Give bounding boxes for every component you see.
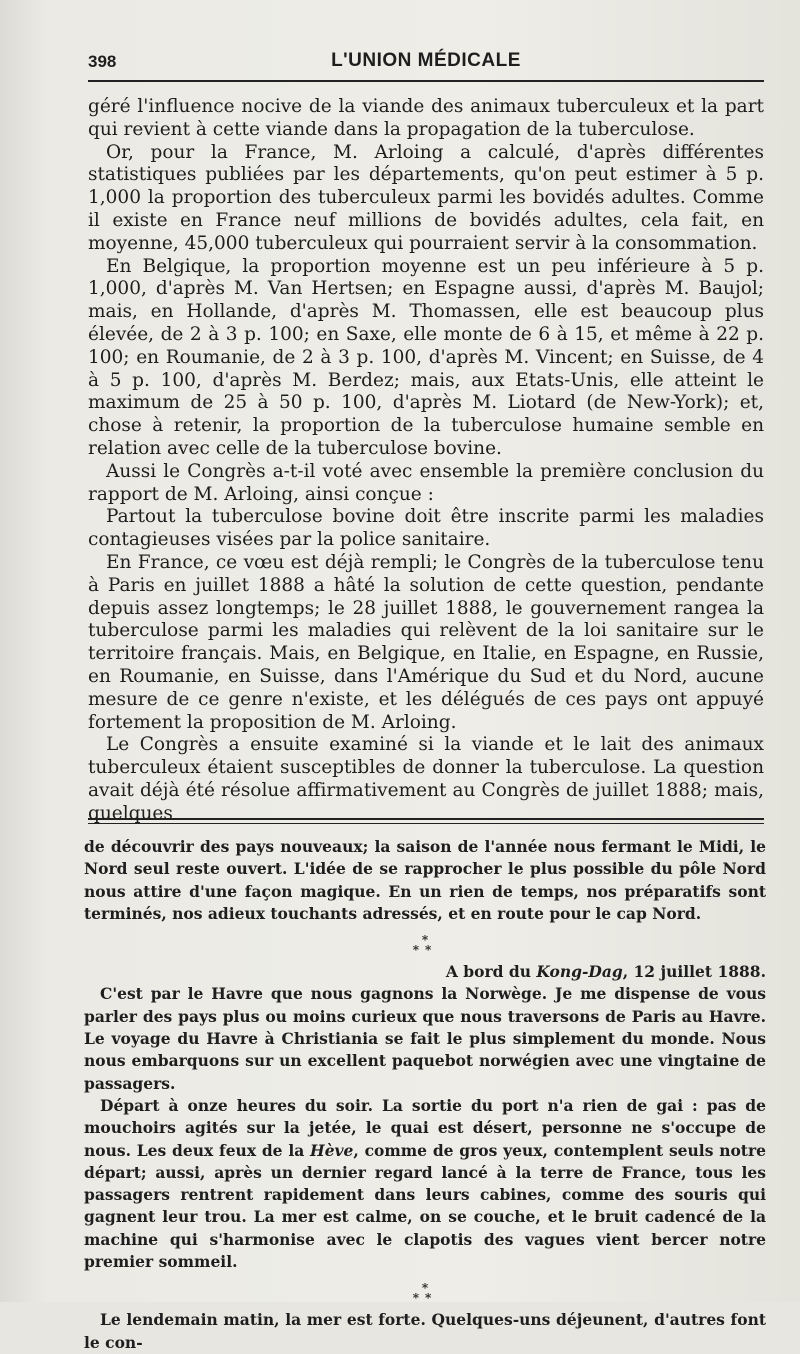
star-glyph: * [421, 1281, 429, 1296]
feuilleton-paragraph [84, 1095, 766, 1273]
paragraph: En Belgique, la proportion moyenne est un peu inférieure à 5 p. 1,000, d'après M. Van Hertsen; en Espagne aussi, d'après M. Baujol; mais, en Hollande, d'après M. Thomassen, elle est beaucoup plus élevée, de 2 à 3 p. 100; en Saxe, elle monte de 6 à 15, et même à 22 p. 100; en Roumanie, de 2 à 3 p. 100, d'après M. Vincent; en Suisse, de 4 à 5 p. 100, d'après M. Berdez; mais, aux Etats-Unis, elle atteint le maximum de 25 à 50 p. 100, d'après M. Liotard (de New-York); et, chose à retenir, la proportion de la tuberculose humaine semble en relation avec celle de la tuberculose bovine. [88, 255, 764, 459]
section-separator-stars [84, 933, 766, 958]
feuilleton-paragraph: Le lendemain matin, la mer est forte. Quelques-uns déjeunent, d'autres font le con- [84, 1310, 766, 1352]
feuilleton-section [84, 836, 766, 1354]
dateline-prefix: A bord du [445, 962, 537, 982]
feuilleton-paragraph: de découvrir des pays nouveaux; la saison de l'année nous fermant le Midi, le Nord seul reste ouvert. L'idée de se rapprocher le plus possible du pôle Nord nous attire d'une façon magique. En un rien de temps, nos préparatifs sont terminés, nos adieux touchants adressés, et en route pour le cap Nord. [84, 837, 766, 923]
star-glyph: ** [412, 1291, 438, 1306]
paragraph: géré l'influence nocive de la viande des animaux tuberculeux et la part qui revient à cette viande dans la propagation de la tuberculose. [88, 96, 764, 140]
paragraph: En France, ce vœu est déjà rempli; le Congrès de la tuberculose tenu à Paris en juillet 1888 a hâté la solution de cette question, pendante depuis assez longtemps; le 28 juillet 1888, le gouvernement rangea la tuberculose parmi les maladies qui relèvent de la loi sanitaire sur le territoire français. Mais, en Belgique, en Italie, en Espagne, en Russie, en Roumanie, en Suisse, dans l'Amérique du Sud et du Nord, aucune mesure de ce genre n'existe, et les délégués de ces pays ont appuyé fortement la proposition de M. Arloing. [88, 551, 764, 733]
feuilleton-paragraph: C'est par le Havre que nous gagnons la Norwège. Je me dispense de vous parler des pays plus ou moins curieux que nous traversons de Paris au Havre. Le voyage du Havre à Christiania se fait le plus simplement du monde. Nous nous embarquons sur un excellent paquebot norwégien avec une vingtaine de passagers. [84, 984, 766, 1093]
running-title: L'UNION MÉDICALE [331, 50, 521, 71]
paragraph: Aussi le Congrès a-t-il voté avec ensemble la première conclusion du rapport de M. Arloing, ainsi conçue : [88, 460, 764, 505]
header-rule [88, 80, 764, 82]
dateline-ship: Kong-Dag [536, 962, 623, 982]
star-glyph: ** [412, 943, 438, 958]
main-article [88, 96, 764, 826]
page-header [88, 46, 764, 76]
page-number: 398 [88, 52, 117, 71]
ship-name: Hève [310, 1140, 354, 1160]
paragraph: Or, pour la France, M. Arloing a calculé, d'après différentes statistiques publiées par les départements, qu'on peut estimer à 5 p. 1,000 la proportion des tuberculeux parmi les bovidés adultes. Comme il existe en France neuf millions de bovidés adultes, cela fait, en moyenne, 45,000 tuberculeux qui pourraient servir à la consommation. [88, 141, 764, 254]
text-run: , comme de gros yeux, contemplent seuls notre départ; aussi, après un dernier regard lancé à la terre de France, tous les passagers rentrent rapidement dans leurs cabines, comme des souris qui gagnent leur trou. La mer est calme, on se couche, et le bruit cadencé de la machine qui s'harmonise avec le clapotis des vagues vient bercer notre premier sommeil. [84, 1140, 766, 1272]
paragraph: Le Congrès a ensuite examiné si la viande et le lait des animaux tuberculeux étaient susceptibles de donner la tuberculose. La question avait déjà été résolue affirmativement au Congrès de juillet 1888; mais, quelques [88, 734, 764, 824]
text-run: Départ à onze heures du soir. La sortie du port n'a rien de gai : pas de mouchoirs agités sur la jetée, le quai est désert, personne ne s'occupe de nous. Les deux feux de la [84, 1095, 766, 1160]
star-glyph: * [421, 933, 429, 948]
paragraph: Partout la tuberculose bovine doit être inscrite parmi les maladies contagieuses visées par la police sanitaire. [88, 506, 764, 551]
section-separator-stars [84, 1281, 766, 1306]
feuilleton-divider [88, 818, 764, 824]
dateline-date: , 12 juillet 1888. [622, 962, 766, 982]
dateline [84, 961, 766, 983]
